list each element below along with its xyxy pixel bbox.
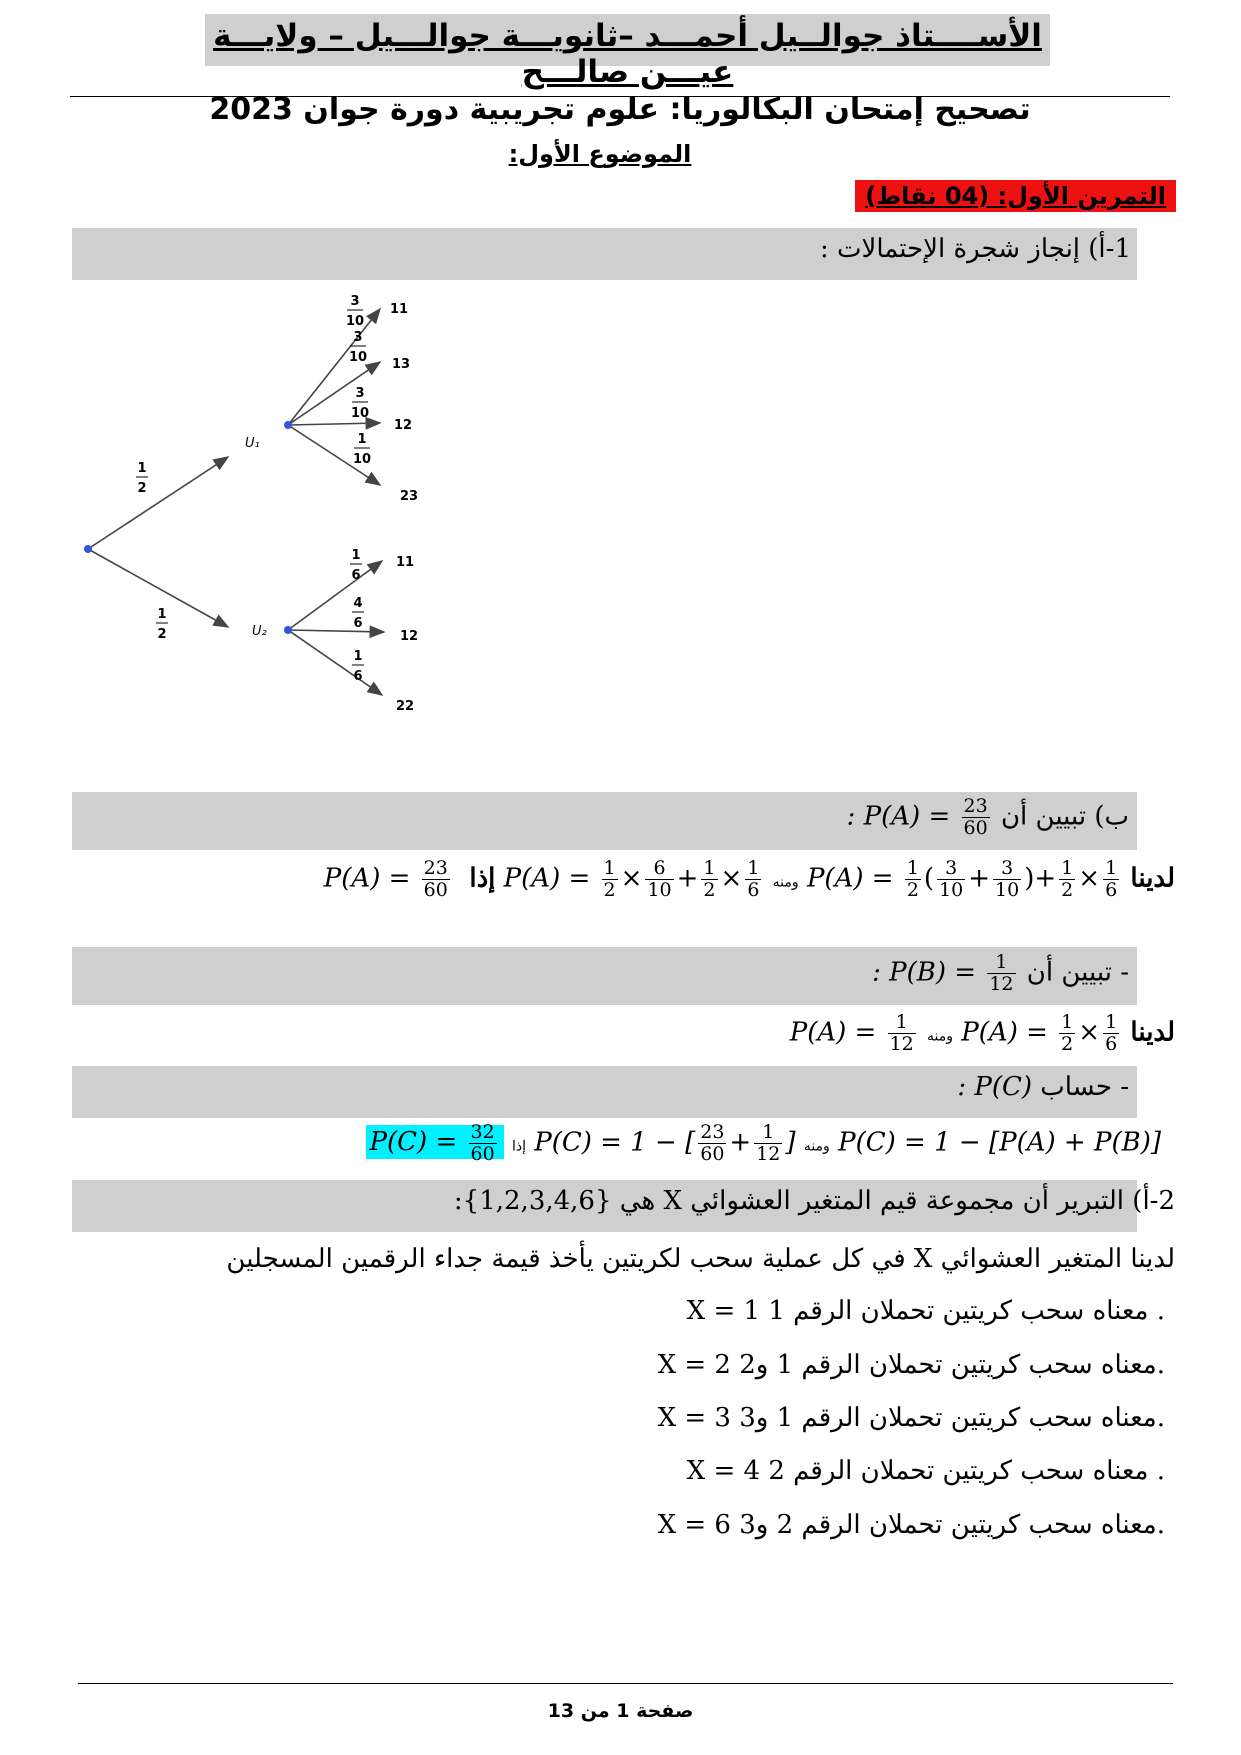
svg-text:10: 10 (345, 314, 365, 329)
svg-text:1: 1 (157, 607, 167, 622)
svg-text:6: 6 (351, 568, 361, 583)
svg-text:6: 6 (353, 616, 363, 631)
branch-root-u1 (88, 457, 228, 549)
outcome-u2-22: 22 (396, 699, 415, 714)
svg-text:6: 6 (353, 669, 363, 684)
node-label-u2: U₂ (252, 624, 267, 639)
outcome-u1-13: 13 (392, 357, 411, 372)
prob-u1-23 (353, 432, 371, 467)
branch-u1-12 (288, 423, 380, 425)
svg-text:10: 10 (348, 350, 368, 365)
prob-u2-11 (350, 548, 362, 583)
q1b2-label-row: : P(B) = $\frac{1}{12}$ - تبيين أن (872, 951, 1129, 995)
prob-u2-22 (352, 649, 364, 684)
q2a-item-5: X = 6 معناه سحب كريتين تحملان الرقم 2 و3. (657, 1510, 1165, 1540)
branch-u2-11 (288, 561, 382, 630)
page-title: تصحيح إمتحان البكالوريا: علوم تجريبية دورة جوان 2023 (209, 92, 1031, 127)
footer-divider (78, 1683, 1173, 1684)
outcome-u2-11: 11 (396, 555, 415, 570)
header-teacher-line: الأســــتاذ جوالــيل أحمـــد –ثانويـــة جوالـــيل – ولايـــة عيـــن صالـــح (213, 18, 1042, 90)
q2a-item-1: X = 1 معناه سحب كريتين تحملان الرقم 1 . (686, 1296, 1165, 1326)
q1b2-work: P(A) = $\frac{1}{12}$ ومنه P(A) = $\frac{1}{2}$ × $\frac{1}{6}$ لدينا (789, 1011, 1175, 1055)
svg-text:4: 4 (353, 596, 363, 611)
q1a-label: 1-أ) إنجاز شجرة الإحتمالات : (819, 234, 1131, 264)
svg-text:3: 3 (355, 386, 365, 401)
prob-root-u1 (136, 461, 148, 496)
branch-u2-22 (288, 630, 382, 695)
prob-u1-13 (349, 330, 367, 365)
q1c-label-row: : P(C) - حساب (957, 1072, 1129, 1102)
prob-u2-12 (352, 596, 364, 631)
svg-text:2: 2 (137, 481, 147, 496)
q2a-item-4: X = 4 معناه سحب كريتين تحملان الرقم 2 . (686, 1456, 1165, 1486)
outcome-u1-11: 11 (390, 302, 409, 317)
exercise-badge: التمرين الأول: (04 نقاط) (855, 180, 1176, 212)
svg-text:1: 1 (137, 461, 147, 476)
prob-u1-12 (351, 386, 369, 421)
q2a-item-2: X = 2 معناه سحب كريتين تحملان الرقم 1 و2. (657, 1350, 1165, 1380)
subject-title: الموضوع الأول: (508, 140, 692, 168)
outcome-u2-12: 12 (400, 629, 419, 644)
svg-text:3: 3 (350, 294, 360, 309)
branch-u2-12 (288, 630, 384, 632)
page-number: صفحة 1 من 13 (547, 1700, 694, 1722)
q2a-item-3: X = 3 معناه سحب كريتين تحملان الرقم 1 و3. (657, 1403, 1165, 1433)
svg-text:1: 1 (351, 548, 361, 563)
svg-text:1: 1 (357, 432, 367, 447)
outcome-u1-23: 23 (400, 489, 419, 504)
outcome-u1-12: 12 (394, 418, 413, 433)
q2a-intro: لدينا المتغير العشوائي X في كل عملية سحب لكريتين يأخذ قيمة جداء الرقمين المسجلين (226, 1244, 1175, 1274)
q1b-work: P(A) = $\frac{23}{60}$ إذا P(A) = $\frac{1}{2}$ × $\frac{6}{10}$ + $\frac{1}{2}$ × $\frac{1}{6}$ ومنه P(A) = $\frac{1}{2}$ ( $\frac{3}{10}$ + $\frac{3}{10}$ )+ $\frac{1}{2}$ × $\frac{1}{6}$ لدينا (323, 857, 1175, 901)
node-label-u1: U₁ (245, 436, 260, 451)
q1c-work: P(C) = $\frac{32}{60}$ إذا P(C) = 1 − [ $\frac{23}{60}$ + $\frac{1}{12}$ ] ومنه P(C) = 1 − [P(A) + P(B)] (366, 1122, 1162, 1165)
svg-text:10: 10 (350, 406, 370, 421)
tree-node-u2 (284, 626, 292, 634)
svg-text:2: 2 (157, 627, 167, 642)
q1b-label-row: : P(A) = $\frac{23}{60}$ ب) تبيين أن (846, 795, 1129, 839)
svg-text:10: 10 (352, 452, 372, 467)
prob-root-u2 (156, 607, 168, 642)
tree-root-node (84, 545, 92, 553)
svg-text:3: 3 (353, 330, 363, 345)
prob-u1-11 (346, 294, 364, 329)
tree-node-u1 (284, 421, 292, 429)
svg-text:1: 1 (353, 649, 363, 664)
q2a-label: 2-أ) التبرير أن مجموعة قيم المتغير العشوائي X هي {1,2,3,4,6}: (453, 1186, 1175, 1216)
probability-tree (70, 285, 430, 715)
